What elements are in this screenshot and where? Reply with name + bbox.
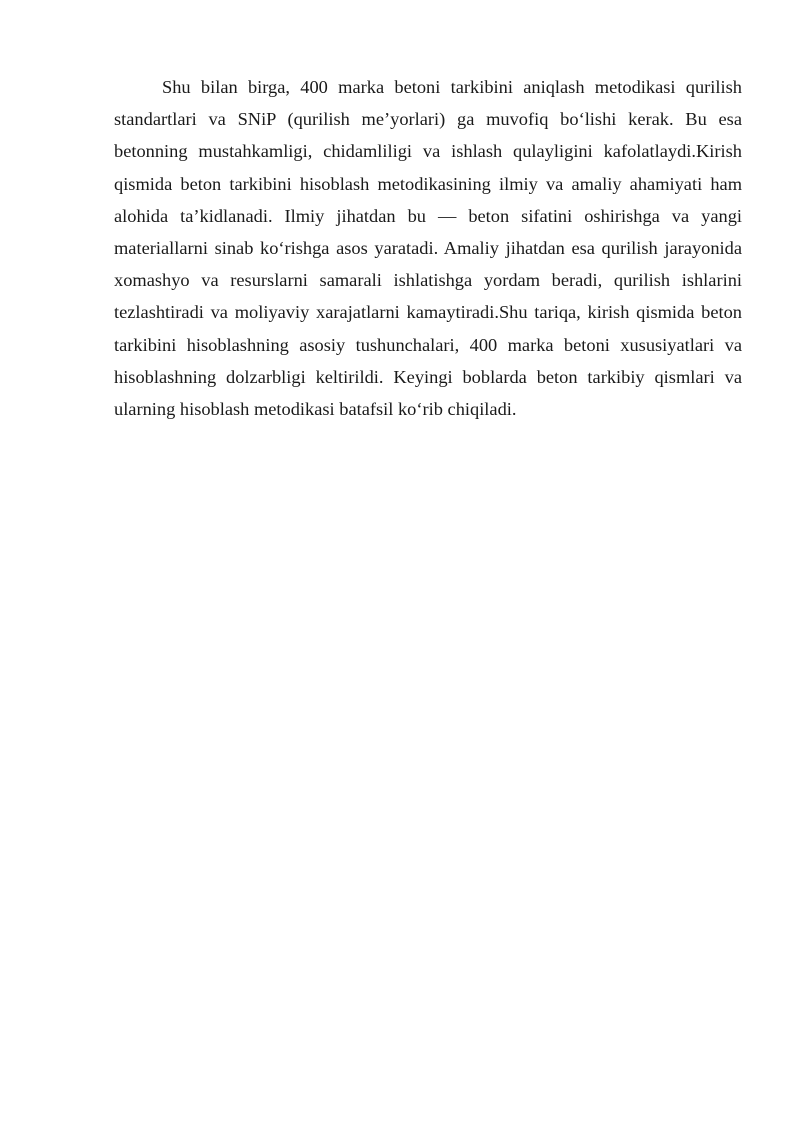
body-paragraph: Shu bilan birga, 400 marka betoni tarkibini aniqlash metodikasi qurilish standartlari va SNiP (qurilish me’yorlari) ga muvofiq bo‘lishi kerak. Bu esa betonning mustahkamligi, chidamliligi va ishlash qulayligini kafolatlaydi.Kirish qismida beton tarkibini hisoblash metodikasining ilmiy va amaliy ahamiyati ham alohida ta’kidlanadi. Ilmiy jihatdan bu — beton sifatini oshirishga va yangi materiallarni sinab ko‘rishga asos yaratadi. Amaliy jihatdan esa qurilish jarayonida xomashyo va resurslarni samarali ishlatishga yordam beradi, qurilish ishlarini tezlashtiradi va moliyaviy xarajatlarni kamaytiradi.Shu tariqa, kirish qismida beton tarkibini hisoblashning asosiy tushunchalari, 400 marka betoni xususiyatlari va hisoblashning dolzarbligi keltirildi. Keyingi boblarda beton tarkibiy qismlari va ularning hisoblash metodikasi batafsil ko‘rib chiqiladi. [114,77,742,420]
